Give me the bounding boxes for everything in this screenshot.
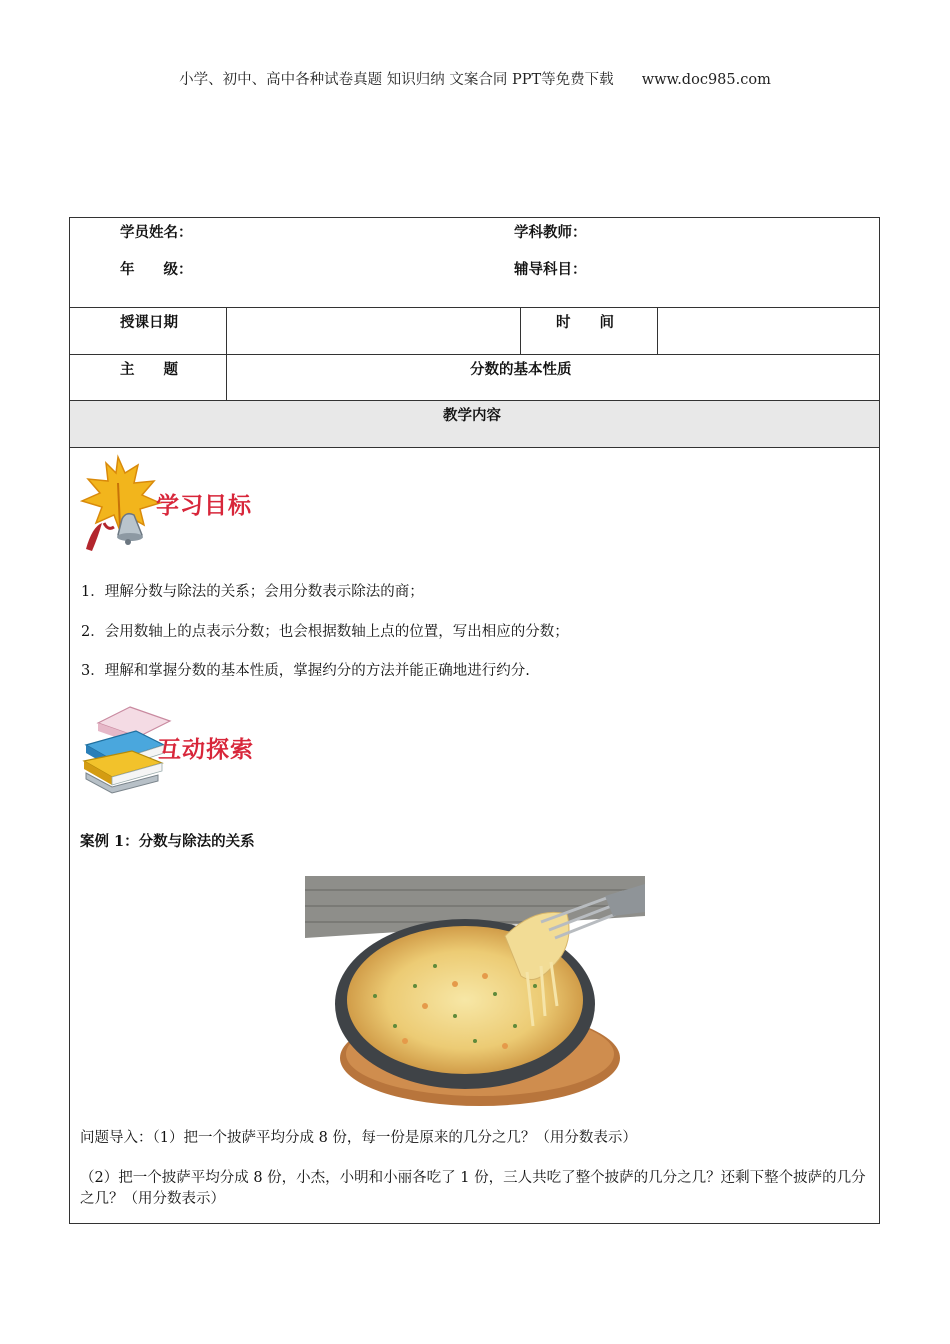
case-1-title: 案例 1：分数与除法的关系 (80, 833, 255, 850)
maple-leaf-bell-icon (78, 453, 168, 553)
lesson-table (69, 217, 880, 1224)
goal-item-3: 3．理解和掌握分数的基本性质，掌握约分的方法并能正确地进行约分. (81, 663, 530, 679)
subject-label: 辅导科目： (514, 261, 587, 278)
learning-goals-title: 学习目标 (156, 493, 252, 519)
question-intro-1: 问题导入：（1）把一个披萨平均分成 8 份，每一份是原来的几分之几？（用分数表示） (80, 1130, 637, 1146)
date-label: 授课日期 (120, 314, 178, 331)
interactive-explore-title: 互动探索 (158, 737, 254, 763)
content-label: 教学内容 (443, 407, 501, 424)
info-row (70, 218, 879, 308)
interactive-explore-logo (78, 701, 278, 796)
topic-label: 主 题 (120, 361, 178, 378)
topic-value: 分数的基本性质 (470, 361, 572, 378)
date-row (70, 308, 879, 355)
header-site: www.doc985.com (641, 72, 771, 88)
header-text: 小学、初中、高中各种试卷真题 知识归纳 文案合同 PPT等免费下载 (179, 72, 614, 88)
question-intro-2: （2）把一个披萨平均分成 8 份，小杰，小明和小丽各吃了 1 份，三人共吃了整个披萨的几分之几？还剩下整个披萨的几分之几？（用分数表示） (80, 1170, 866, 1207)
content-header-row (70, 401, 879, 448)
teacher-label: 学科教师： (514, 224, 587, 241)
time-label: 时 间 (556, 314, 614, 331)
page-header (0, 68, 950, 89)
goal-item-1: 1．理解分数与除法的关系；会用分数表示除法的商； (81, 584, 424, 600)
goal-item-2: 2．会用数轴上的点表示分数；也会根据数轴上点的位置，写出相应的分数； (81, 624, 569, 640)
grade-label: 年 级： (120, 261, 193, 278)
topic-row (70, 355, 879, 401)
pizza-photo (305, 876, 645, 1108)
student-name-label: 学员姓名： (120, 224, 193, 241)
learning-goals-logo (78, 453, 268, 553)
